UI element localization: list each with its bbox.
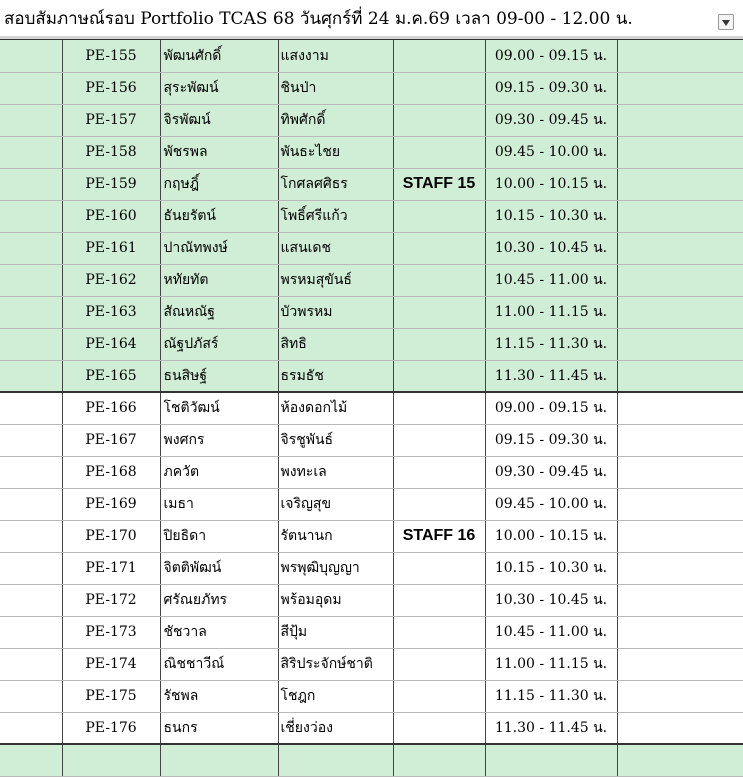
applicant-code-cell[interactable]: PE-162 bbox=[62, 264, 160, 296]
applicant-code-cell[interactable]: PE-173 bbox=[62, 616, 160, 648]
first-name-cell[interactable]: สุระพัฒน์ bbox=[160, 72, 278, 104]
table-row bbox=[0, 136, 743, 168]
time-slot-cell[interactable]: 09.00 - 09.15 น. bbox=[485, 40, 617, 72]
empty-cell[interactable] bbox=[485, 744, 617, 776]
table-row bbox=[0, 456, 743, 488]
schedule-table bbox=[0, 40, 743, 777]
staff-cell[interactable] bbox=[393, 680, 485, 712]
last-name-cell[interactable]: สิทธิ bbox=[278, 328, 393, 360]
empty-cell[interactable] bbox=[617, 424, 743, 456]
staff-cell[interactable] bbox=[393, 584, 485, 616]
table-row bbox=[0, 200, 743, 232]
row-header-cell[interactable] bbox=[0, 424, 62, 456]
last-name-cell[interactable]: เจริญสุข bbox=[278, 488, 393, 520]
staff-cell[interactable] bbox=[393, 264, 485, 296]
row-header-cell[interactable] bbox=[0, 392, 62, 424]
first-name-cell[interactable]: จิรพัฒน์ bbox=[160, 104, 278, 136]
row-header-cell[interactable] bbox=[0, 680, 62, 712]
table-row bbox=[0, 72, 743, 104]
row-header-cell[interactable] bbox=[0, 104, 62, 136]
applicant-code-cell[interactable]: PE-157 bbox=[62, 104, 160, 136]
last-name-cell[interactable]: แสนเดช bbox=[278, 232, 393, 264]
first-name-cell[interactable]: พัฒนศักดิ์ bbox=[160, 40, 278, 72]
table-row bbox=[0, 392, 743, 424]
empty-cell[interactable] bbox=[617, 584, 743, 616]
first-name-cell[interactable]: กฤษฎิ์ bbox=[160, 168, 278, 200]
row-header-cell[interactable] bbox=[0, 40, 62, 72]
table-row bbox=[0, 712, 743, 744]
empty-cell[interactable] bbox=[617, 520, 743, 552]
applicant-code-cell[interactable]: PE-172 bbox=[62, 584, 160, 616]
staff-cell[interactable] bbox=[393, 616, 485, 648]
first-name-cell[interactable]: ภควัต bbox=[160, 456, 278, 488]
last-name-cell[interactable]: โกศลศศิธร bbox=[278, 168, 393, 200]
applicant-code-cell[interactable]: PE-155 bbox=[62, 40, 160, 72]
table-row bbox=[0, 40, 743, 72]
last-name-cell[interactable]: พรหมสุขันธ์ bbox=[278, 264, 393, 296]
empty-cell[interactable] bbox=[617, 168, 743, 200]
applicant-code-cell[interactable]: PE-170 bbox=[62, 520, 160, 552]
applicant-code-cell[interactable]: PE-159 bbox=[62, 168, 160, 200]
first-name-cell[interactable]: ธนกร bbox=[160, 712, 278, 744]
first-name-cell[interactable]: ธันยรัตน์ bbox=[160, 200, 278, 232]
row-header-cell[interactable] bbox=[0, 488, 62, 520]
empty-cell[interactable] bbox=[617, 40, 743, 72]
applicant-code-cell[interactable]: PE-176 bbox=[62, 712, 160, 744]
staff-cell[interactable] bbox=[393, 232, 485, 264]
page-title: สอบสัมภาษณ์รอบ Portfolio TCAS 68 วันศุกร์ที่ 24 ม.ค.69 เวลา 09-00 - 12.00 น. bbox=[4, 9, 633, 29]
first-name-cell[interactable]: สัณหณัฐ bbox=[160, 296, 278, 328]
row-header-cell[interactable] bbox=[0, 520, 62, 552]
first-name-cell[interactable]: โชติวัฒน์ bbox=[160, 392, 278, 424]
time-slot-cell[interactable]: 11.30 - 11.45 น. bbox=[485, 712, 617, 744]
staff-cell[interactable]: STAFF 16 bbox=[393, 520, 485, 552]
first-name-cell[interactable]: ปาณัทพงษ์ bbox=[160, 232, 278, 264]
first-name-cell[interactable]: รัชพล bbox=[160, 680, 278, 712]
empty-cell[interactable] bbox=[62, 744, 160, 776]
time-slot-cell[interactable]: 09.30 - 09.45 น. bbox=[485, 104, 617, 136]
table-row bbox=[0, 680, 743, 712]
empty-cell[interactable] bbox=[393, 744, 485, 776]
empty-cell[interactable] bbox=[617, 72, 743, 104]
staff-cell[interactable] bbox=[393, 424, 485, 456]
staff-cell[interactable] bbox=[393, 456, 485, 488]
empty-cell[interactable] bbox=[617, 680, 743, 712]
first-name-cell[interactable]: ศรัณยภัทร bbox=[160, 584, 278, 616]
last-name-cell[interactable]: รัตนานก bbox=[278, 520, 393, 552]
last-name-cell[interactable]: โพธิ์ศรีแก้ว bbox=[278, 200, 393, 232]
last-name-cell[interactable]: ชินป่า bbox=[278, 72, 393, 104]
empty-cell[interactable] bbox=[617, 232, 743, 264]
row-header-cell[interactable] bbox=[0, 616, 62, 648]
empty-cell[interactable] bbox=[617, 328, 743, 360]
time-slot-cell[interactable]: 09.45 - 10.00 น. bbox=[485, 488, 617, 520]
applicant-code-cell[interactable]: PE-161 bbox=[62, 232, 160, 264]
empty-cell[interactable] bbox=[617, 712, 743, 744]
staff-cell[interactable] bbox=[393, 488, 485, 520]
time-slot-cell[interactable]: 09.00 - 09.15 น. bbox=[485, 392, 617, 424]
time-slot-cell[interactable]: 09.15 - 09.30 น. bbox=[485, 424, 617, 456]
empty-cell[interactable] bbox=[617, 296, 743, 328]
last-name-cell[interactable]: จิรชูพันธ์ bbox=[278, 424, 393, 456]
applicant-code-cell[interactable]: PE-166 bbox=[62, 392, 160, 424]
row-header-cell[interactable] bbox=[0, 360, 62, 392]
first-name-cell[interactable]: ชัชวาล bbox=[160, 616, 278, 648]
row-header-cell[interactable] bbox=[0, 168, 62, 200]
applicant-code-cell[interactable]: PE-164 bbox=[62, 328, 160, 360]
last-name-cell[interactable]: ธรมธัช bbox=[278, 360, 393, 392]
first-name-cell[interactable]: ณิชชาวีณ์ bbox=[160, 648, 278, 680]
table-row bbox=[0, 104, 743, 136]
first-name-cell[interactable]: ปิยธิดา bbox=[160, 520, 278, 552]
staff-cell[interactable] bbox=[393, 360, 485, 392]
row-header-cell[interactable] bbox=[0, 648, 62, 680]
row-header-cell[interactable] bbox=[0, 72, 62, 104]
last-name-cell[interactable]: พร้อมอุดม bbox=[278, 584, 393, 616]
applicant-code-cell[interactable]: PE-169 bbox=[62, 488, 160, 520]
last-name-cell[interactable]: เชี่ยงว่อง bbox=[278, 712, 393, 744]
table-row bbox=[0, 424, 743, 456]
applicant-code-cell[interactable]: PE-171 bbox=[62, 552, 160, 584]
empty-cell[interactable] bbox=[617, 616, 743, 648]
last-name-cell[interactable]: ห้องดอกไม้ bbox=[278, 392, 393, 424]
time-slot-cell[interactable]: 11.15 - 11.30 น. bbox=[485, 328, 617, 360]
table-row bbox=[0, 264, 743, 296]
time-slot-cell[interactable]: 09.45 - 10.00 น. bbox=[485, 136, 617, 168]
table-row bbox=[0, 648, 743, 680]
staff-cell[interactable] bbox=[393, 104, 485, 136]
last-name-cell[interactable]: พันธะไชย bbox=[278, 136, 393, 168]
empty-cell[interactable] bbox=[617, 648, 743, 680]
staff-cell[interactable] bbox=[393, 712, 485, 744]
staff-cell[interactable] bbox=[393, 648, 485, 680]
schedule-table-body bbox=[0, 40, 743, 776]
empty-cell[interactable] bbox=[617, 744, 743, 776]
row-header-cell[interactable] bbox=[0, 584, 62, 616]
row-header-cell[interactable] bbox=[0, 136, 62, 168]
empty-cell[interactable] bbox=[617, 264, 743, 296]
staff-cell[interactable] bbox=[393, 136, 485, 168]
empty-cell[interactable] bbox=[617, 456, 743, 488]
row-header-cell[interactable] bbox=[0, 264, 62, 296]
table-row bbox=[0, 296, 743, 328]
applicant-code-cell[interactable]: PE-175 bbox=[62, 680, 160, 712]
empty-cell[interactable] bbox=[617, 360, 743, 392]
table-row bbox=[0, 584, 743, 616]
applicant-code-cell[interactable]: PE-156 bbox=[62, 72, 160, 104]
row-header-cell[interactable] bbox=[0, 232, 62, 264]
time-slot-cell[interactable]: 10.15 - 10.30 น. bbox=[485, 200, 617, 232]
time-slot-cell[interactable]: 10.00 - 10.15 น. bbox=[485, 168, 617, 200]
applicant-code-cell[interactable]: PE-168 bbox=[62, 456, 160, 488]
applicant-code-cell[interactable]: PE-167 bbox=[62, 424, 160, 456]
last-name-cell[interactable]: แสงงาม bbox=[278, 40, 393, 72]
last-name-cell[interactable]: พรพุฒิบุญญา bbox=[278, 552, 393, 584]
staff-cell[interactable]: STAFF 15 bbox=[393, 168, 485, 200]
empty-cell[interactable] bbox=[617, 488, 743, 520]
time-slot-cell[interactable]: 09.15 - 09.30 น. bbox=[485, 72, 617, 104]
last-name-cell[interactable]: สีปุ้ม bbox=[278, 616, 393, 648]
table-row bbox=[0, 328, 743, 360]
time-slot-cell[interactable]: 11.00 - 11.15 น. bbox=[485, 296, 617, 328]
table-row bbox=[0, 744, 743, 776]
staff-cell[interactable] bbox=[393, 296, 485, 328]
first-name-cell[interactable]: จิตติพัฒน์ bbox=[160, 552, 278, 584]
applicant-code-cell[interactable]: PE-158 bbox=[62, 136, 160, 168]
row-header-cell[interactable] bbox=[0, 712, 62, 744]
row-header-cell[interactable] bbox=[0, 552, 62, 584]
time-slot-cell[interactable]: 09.30 - 09.45 น. bbox=[485, 456, 617, 488]
time-slot-cell[interactable]: 11.00 - 11.15 น. bbox=[485, 648, 617, 680]
empty-cell[interactable] bbox=[617, 552, 743, 584]
empty-cell[interactable] bbox=[160, 744, 278, 776]
first-name-cell[interactable]: ธนสิษฐ์ bbox=[160, 360, 278, 392]
time-slot-cell[interactable]: 10.45 - 11.00 น. bbox=[485, 264, 617, 296]
staff-cell[interactable] bbox=[393, 552, 485, 584]
time-slot-cell[interactable]: 10.30 - 10.45 น. bbox=[485, 584, 617, 616]
last-name-cell[interactable]: โชฎก bbox=[278, 680, 393, 712]
header-dropdown-button[interactable] bbox=[718, 14, 734, 30]
staff-cell[interactable] bbox=[393, 328, 485, 360]
time-slot-cell[interactable]: 10.15 - 10.30 น. bbox=[485, 552, 617, 584]
staff-cell[interactable] bbox=[393, 40, 485, 72]
last-name-cell[interactable]: พงทะเล bbox=[278, 456, 393, 488]
table-row bbox=[0, 232, 743, 264]
applicant-code-cell[interactable]: PE-174 bbox=[62, 648, 160, 680]
empty-cell[interactable] bbox=[617, 104, 743, 136]
empty-cell[interactable] bbox=[617, 136, 743, 168]
row-header-cell[interactable] bbox=[0, 200, 62, 232]
first-name-cell[interactable]: หทัยทัต bbox=[160, 264, 278, 296]
table-row bbox=[0, 168, 743, 200]
last-name-cell[interactable]: บัวพรหม bbox=[278, 296, 393, 328]
table-row bbox=[0, 520, 743, 552]
time-slot-cell[interactable]: 10.30 - 10.45 น. bbox=[485, 232, 617, 264]
time-slot-cell[interactable]: 10.00 - 10.15 น. bbox=[485, 520, 617, 552]
row-header-cell[interactable] bbox=[0, 456, 62, 488]
time-slot-cell[interactable]: 11.15 - 11.30 น. bbox=[485, 680, 617, 712]
first-name-cell[interactable]: พงศกร bbox=[160, 424, 278, 456]
staff-cell[interactable] bbox=[393, 200, 485, 232]
table-row bbox=[0, 552, 743, 584]
empty-cell[interactable] bbox=[617, 200, 743, 232]
time-slot-cell[interactable]: 11.30 - 11.45 น. bbox=[485, 360, 617, 392]
empty-cell[interactable] bbox=[0, 744, 62, 776]
applicant-code-cell[interactable]: PE-165 bbox=[62, 360, 160, 392]
last-name-cell[interactable]: ทิพศักดิ์ bbox=[278, 104, 393, 136]
chevron-down-icon bbox=[722, 20, 730, 26]
empty-cell[interactable] bbox=[617, 392, 743, 424]
row-header-cell[interactable] bbox=[0, 328, 62, 360]
first-name-cell[interactable]: ณัฐปภัสร์ bbox=[160, 328, 278, 360]
row-header-cell[interactable] bbox=[0, 296, 62, 328]
applicant-code-cell[interactable]: PE-163 bbox=[62, 296, 160, 328]
table-row bbox=[0, 360, 743, 392]
table-row bbox=[0, 616, 743, 648]
first-name-cell[interactable]: พัชรพล bbox=[160, 136, 278, 168]
sheet-header bbox=[0, 0, 743, 36]
first-name-cell[interactable]: เมธา bbox=[160, 488, 278, 520]
table-row bbox=[0, 488, 743, 520]
staff-cell[interactable] bbox=[393, 72, 485, 104]
last-name-cell[interactable]: สิริประจักษ์ชาติ bbox=[278, 648, 393, 680]
staff-cell[interactable] bbox=[393, 392, 485, 424]
applicant-code-cell[interactable]: PE-160 bbox=[62, 200, 160, 232]
empty-cell[interactable] bbox=[278, 744, 393, 776]
time-slot-cell[interactable]: 10.45 - 11.00 น. bbox=[485, 616, 617, 648]
